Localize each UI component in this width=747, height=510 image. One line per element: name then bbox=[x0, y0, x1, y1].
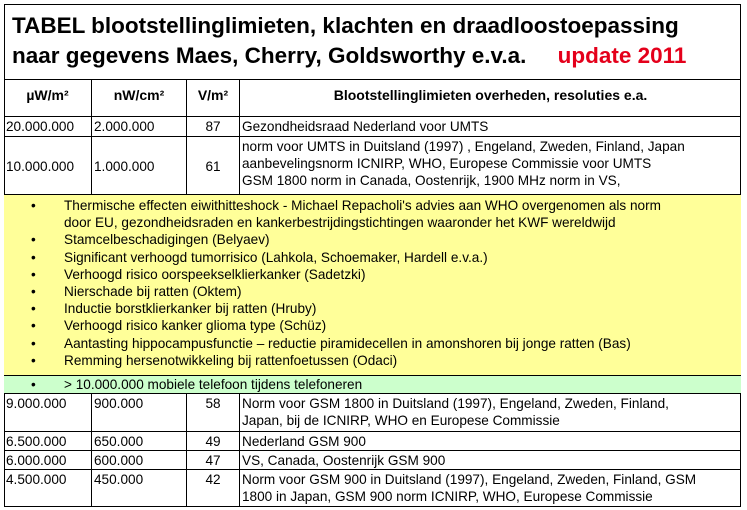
bullet-icon: • bbox=[31, 232, 36, 248]
bullet-icon: • bbox=[31, 249, 36, 265]
cell-description bbox=[240, 470, 741, 507]
cell-vm: 58 bbox=[187, 394, 240, 431]
description-line: Japan, bij de ICNIRP, WHO en Europese Commissie bbox=[242, 413, 560, 428]
update-label: update 2011 bbox=[557, 43, 687, 68]
description-line: Nederland GSM 900 bbox=[242, 434, 366, 449]
description-line: aanbevelingsnorm ICNIRP, WHO, Europese Commissie voor UMTS bbox=[242, 156, 652, 171]
cell-nw: 450.000 bbox=[92, 470, 187, 507]
list-item: • Remming hersenotwikkeling bij rattenfoetussen (Odaci) bbox=[31, 352, 398, 368]
list-item: • Thermische effecten eiwithitteshock - Michael Repacholi's advies aan WHO overgenomen als norm bbox=[31, 198, 661, 213]
cell-description bbox=[240, 137, 741, 194]
table-row bbox=[4, 117, 741, 137]
mobile-phone-note bbox=[4, 376, 741, 394]
description-line: GSM 1800 norm in Canada, Oostenrijk, 1900 MHz norm in VS, bbox=[242, 173, 621, 188]
header-description: Blootstellinglimieten overheden, resoluties e.a. bbox=[333, 87, 648, 103]
cell-vm: 87 bbox=[187, 117, 240, 136]
bullet-icon: • bbox=[31, 301, 36, 317]
cell-vm: 49 bbox=[187, 432, 240, 450]
bullet-icon: • bbox=[31, 266, 36, 282]
cell-uw: 10.000.000 bbox=[4, 137, 92, 194]
bullet-icon: • bbox=[31, 284, 36, 300]
title-line-2-text: naar gegevens Maes, Cherry, Goldsworthy e.v.a. bbox=[12, 43, 527, 68]
cell-vm: 42 bbox=[187, 470, 240, 507]
list-item: • > 10.000.000 mobiele telefoon tijdens telefoneren bbox=[31, 377, 363, 392]
cell-description bbox=[240, 451, 741, 469]
cell-nw: 2.000.000 bbox=[92, 117, 187, 136]
cell-uw: 9.000.000 bbox=[4, 394, 92, 431]
bullet-icon: • bbox=[31, 318, 36, 334]
table-row bbox=[4, 432, 741, 451]
table-header-row bbox=[4, 80, 741, 117]
health-effects-list bbox=[4, 197, 741, 369]
document-title bbox=[4, 4, 741, 80]
title-line-1: TABEL blootstellinglimieten, klachten en draadloostoepassing bbox=[12, 13, 679, 38]
table-row bbox=[4, 451, 741, 470]
description-line: VS, Canada, Oostenrijk GSM 900 bbox=[242, 453, 446, 468]
table-row bbox=[4, 470, 741, 507]
description-line: Gezondheidsraad Nederland voor UMTS bbox=[242, 119, 489, 134]
bullet-icon: • bbox=[31, 198, 36, 213]
list-item: • Aantasting hippocampusfunctie – reductie piramidecellen in amonshoren bij jonge ratten (Bas) bbox=[31, 335, 631, 351]
cell-uw: 6.500.000 bbox=[4, 432, 92, 450]
description-line: 1800 in Japan, GSM 900 norm ICNIRP, WHO, Europese Commissie bbox=[242, 489, 653, 504]
cell-description bbox=[240, 432, 741, 450]
health-effects-block bbox=[4, 195, 741, 376]
cell-nw: 1.000.000 bbox=[92, 137, 187, 194]
cell-vm: 61 bbox=[187, 137, 240, 194]
table-row bbox=[4, 137, 741, 195]
cell-nw: 900.000 bbox=[92, 394, 187, 431]
cell-nw: 600.000 bbox=[92, 451, 187, 469]
list-item: • Verhoogd risico kanker glioma type (Schüz) bbox=[31, 318, 327, 334]
bullet-icon: • bbox=[31, 335, 36, 351]
description-line: Norm voor GSM 900 in Duitsland (1997), Engeland, Zweden, Finland, GSM bbox=[242, 472, 697, 487]
list-item: • Nierschade bij ratten (Oktem) bbox=[31, 284, 242, 300]
cell-nw: 650.000 bbox=[92, 432, 187, 450]
cell-description bbox=[240, 117, 741, 136]
table-row bbox=[4, 394, 741, 432]
title-line-2 bbox=[12, 41, 741, 71]
list-item: • Significant verhoogd tumorrisico (Lahkola, Schoemaker, Hardell e.v.a.) bbox=[31, 249, 488, 265]
list-item-continuation: door EU, gezondheidsraden en kankerbestrijdingstichtingen waaronder het KWF wereldwijd bbox=[64, 215, 616, 231]
cell-uw: 20.000.000 bbox=[4, 117, 92, 136]
list-item: • Stamcelbeschadigingen (Belyaev) bbox=[31, 232, 270, 248]
cell-uw: 6.000.000 bbox=[4, 451, 92, 469]
description-line: Norm voor GSM 1800 in Duitsland (1997), Engeland, Zweden, Finland, bbox=[242, 396, 669, 411]
cell-uw: 4.500.000 bbox=[4, 470, 92, 507]
header-uw: µW/m² bbox=[4, 80, 92, 116]
description-line: norm voor UMTS in Duitsland (1997) , Engeland, Zweden, Finland, Japan bbox=[242, 139, 685, 154]
cell-vm: 47 bbox=[187, 451, 240, 469]
bullet-icon: • bbox=[31, 352, 36, 368]
header-vm: V/m² bbox=[187, 80, 240, 116]
bullet-icon: • bbox=[31, 377, 36, 392]
header-nw: nW/cm² bbox=[92, 80, 187, 116]
list-item: • Inductie borstklierkanker bij ratten (Hruby) bbox=[31, 301, 317, 317]
cell-description bbox=[240, 394, 741, 431]
list-item: • Verhoogd risico oorspeekselklierkanker (Sadetzki) bbox=[31, 266, 366, 282]
